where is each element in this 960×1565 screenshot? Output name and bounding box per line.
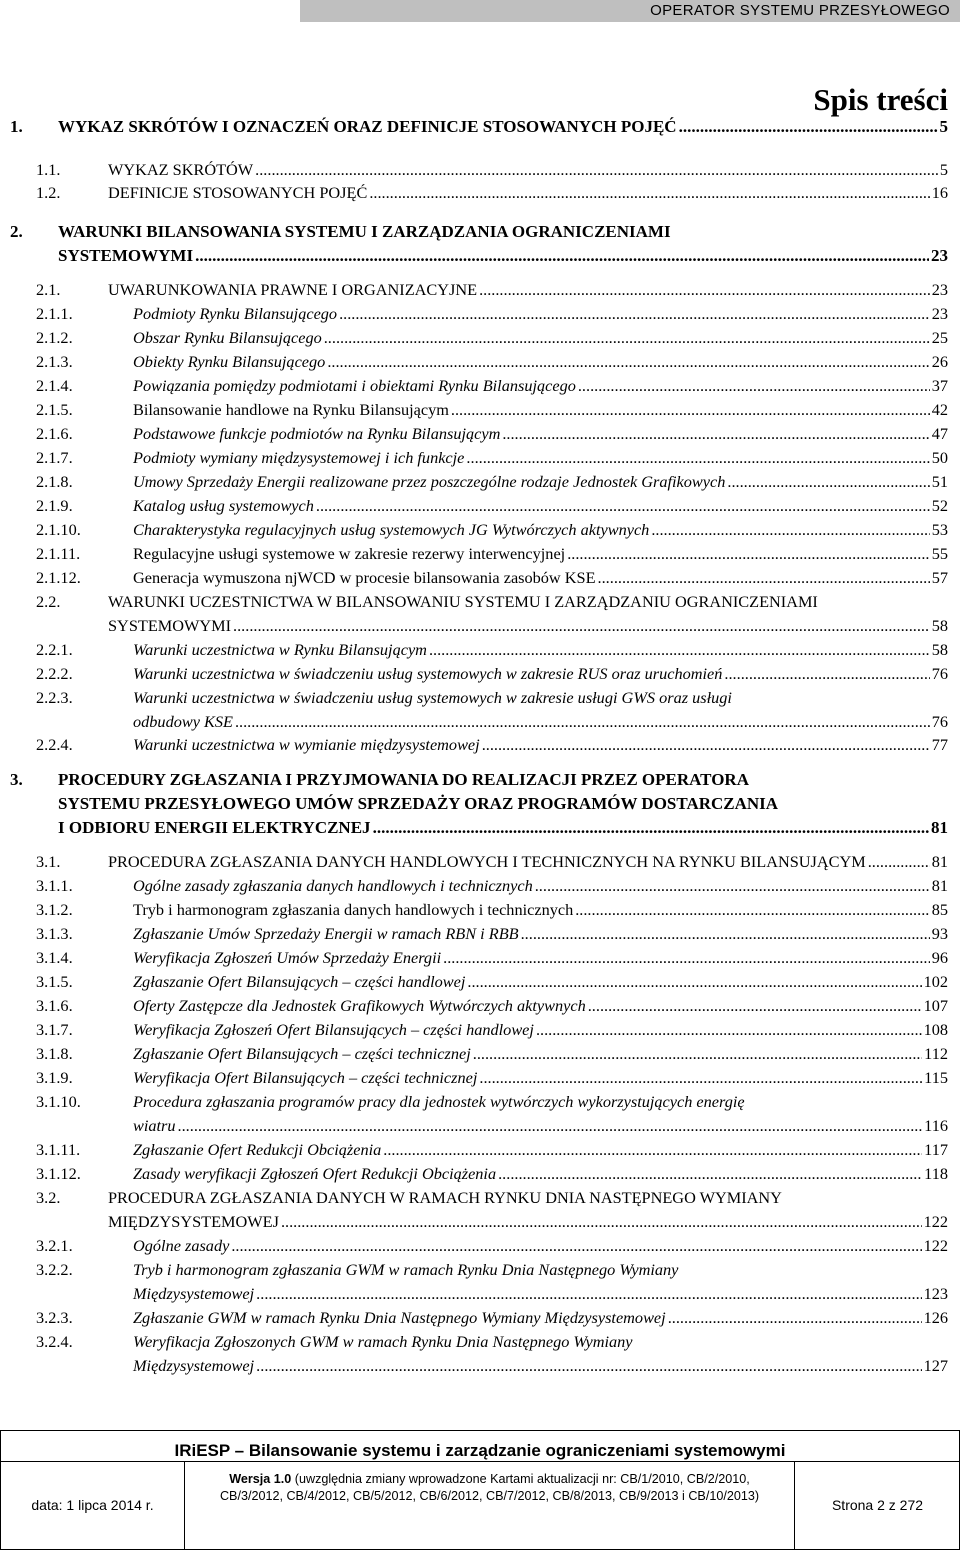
toc-entry-3-line-3[interactable]	[10, 818, 948, 840]
toc-page-number: 51	[931, 472, 948, 491]
toc-entry-number: 3.1.11.	[36, 1140, 81, 1159]
toc-entry-3-2-4-line-2[interactable]	[36, 1356, 948, 1378]
toc-page-number: 81	[931, 818, 948, 837]
toc-entry-number: 3.2.3.	[36, 1308, 73, 1327]
toc-entry-title: Tryb i harmonogram zgłaszania GWM w ramach Rynku Dnia Następnego Wymiany	[133, 1260, 679, 1279]
toc-entry-2-1-4[interactable]	[36, 376, 948, 398]
toc-entry-3-1-5[interactable]	[36, 972, 948, 994]
toc-page-number: 55	[931, 544, 948, 563]
toc-entry-title: MIĘDZYSYSTEMOWEJ	[108, 1212, 279, 1231]
toc-page-number: 53	[931, 520, 948, 539]
toc-entry-title: Zgłaszanie Ofert Bilansujących – części handlowej	[133, 972, 466, 991]
toc-entry-title: PROCEDURA ZGŁASZANIA DANYCH HANDLOWYCH I TECHNICZNYCH NA RYNKU BILANSUJĄCYM	[108, 852, 866, 871]
toc-page-number: 116	[924, 1116, 948, 1135]
toc-entry-2-2-2[interactable]	[36, 664, 948, 686]
toc-leader-dots	[868, 852, 930, 872]
toc-entry-number: 3.2.2.	[36, 1260, 73, 1279]
toc-entry-number: 2.1.10.	[36, 520, 81, 539]
toc-entry-number: 2.2.4.	[36, 735, 73, 754]
toc-entry-2-1-7[interactable]	[36, 448, 948, 470]
toc-leader-dots	[482, 735, 930, 755]
toc-entry-number: 1.2.	[36, 183, 61, 202]
toc-entry-title: Międzysystemowej	[133, 1284, 255, 1303]
toc-entry-number: 2.1.6.	[36, 424, 73, 443]
toc-leader-dots	[235, 712, 930, 732]
toc-page-number: 16	[931, 183, 948, 202]
toc-entry-title: Bilansowanie handlowe na Rynku Bilansującym	[133, 400, 449, 419]
toc-page-number: 123	[923, 1284, 948, 1303]
footer-title: IRiESP – Bilansowanie systemu i zarządzanie ograniczeniami systemowymi	[1, 1431, 959, 1462]
toc-page-number: 81	[931, 876, 948, 895]
toc-entry-2-1-6[interactable]	[36, 424, 948, 446]
toc-page-number: 108	[923, 1020, 948, 1039]
toc-entry-title: Warunki uczestnictwa w Rynku Bilansującym	[133, 640, 427, 659]
toc-entry-number: 2.1.8.	[36, 472, 73, 491]
toc-leader-dots	[668, 1308, 922, 1328]
toc-page-number: 5	[939, 117, 948, 136]
toc-entry-3-1-9[interactable]	[36, 1068, 948, 1090]
toc-entry-title: Warunki uczestnictwa w świadczeniu usług systemowych w zakresie usługi GWS oraz usługi	[133, 688, 732, 707]
toc-entry-2-1-5[interactable]	[36, 400, 948, 422]
toc-entry-title: Warunki uczestnictwa w wymianie międzysystemowej	[133, 735, 480, 754]
toc-leader-dots	[233, 616, 930, 636]
toc-entry-number: 3.1.9.	[36, 1068, 73, 1087]
toc-leader-dots	[373, 818, 929, 838]
toc-page-number: 57	[931, 568, 948, 587]
toc-entry-title: Zgłaszanie GWM w ramach Rynku Dnia Następnego Wymiany Międzysystemowej	[133, 1308, 666, 1327]
toc-leader-dots	[256, 1356, 921, 1376]
toc-entry-title: DEFINICJE STOSOWANYCH POJĘĆ	[108, 183, 368, 202]
toc-entry-3-1-2[interactable]	[36, 900, 948, 922]
toc-entry-title: Międzysystemowej	[133, 1356, 255, 1375]
toc-page-number: 107	[923, 996, 948, 1015]
toc-page-number: 118	[924, 1164, 948, 1183]
toc-entry-3-line-2[interactable]	[10, 794, 948, 816]
toc-entry-3-2-4-line-1[interactable]	[36, 1332, 948, 1354]
toc-entry-title: odbudowy KSE	[133, 712, 233, 731]
toc-entry-title: WYKAZ SKRÓTÓW	[108, 160, 254, 179]
toc-entry-2-line-2[interactable]	[10, 246, 948, 268]
toc-page-number: 76	[931, 712, 948, 731]
toc-leader-dots	[316, 496, 930, 516]
toc-entry-1-2[interactable]	[36, 183, 948, 205]
toc-entry-title: Weryfikacja Zgłoszeń Ofert Bilansujących – części handlowej	[133, 1020, 534, 1039]
header-text: OPERATOR SYSTEMU PRZESYŁOWEGO	[650, 2, 950, 19]
toc-leader-dots	[231, 1236, 921, 1256]
toc-leader-dots	[467, 972, 921, 992]
toc-entry-number: 3.1.1.	[36, 876, 73, 895]
toc-page-number: 5	[939, 160, 948, 179]
toc-leader-dots	[535, 876, 930, 896]
toc-entry-title: Weryfikacja Zgłoszonych GWM w ramach Rynku Dnia Następnego Wymiany	[133, 1332, 633, 1351]
toc-page-number: 115	[924, 1068, 948, 1087]
toc-leader-dots	[255, 160, 938, 180]
toc-entry-1[interactable]	[10, 117, 948, 139]
toc-entry-number: 3.1.4.	[36, 948, 73, 967]
toc-entry-number: 2.2.2.	[36, 664, 73, 683]
toc-page-number: 96	[931, 948, 948, 967]
toc-entry-3-2-line-2[interactable]	[36, 1212, 948, 1234]
page-header	[0, 0, 960, 23]
toc-leader-dots	[195, 246, 929, 266]
toc-entry-number: 3.1.2.	[36, 900, 73, 919]
toc-entry-2-1-3[interactable]	[36, 352, 948, 374]
toc-entry-3-2-3[interactable]	[36, 1308, 948, 1330]
toc-page-number: 26	[931, 352, 948, 371]
toc-entry-2-1-2[interactable]	[36, 328, 948, 350]
toc-entry-title: Weryfikacja Zgłoszeń Umów Sprzedaży Energii	[133, 948, 442, 967]
toc-page-number: 93	[931, 924, 948, 943]
toc-leader-dots	[429, 640, 930, 660]
version-label: Wersja 1.0	[229, 1472, 292, 1486]
toc-entry-2-1-11[interactable]	[36, 544, 948, 566]
toc-entry-number: 3.2.	[36, 1188, 61, 1207]
toc-entry-title: Tryb i harmonogram zgłaszania danych handlowych i technicznych	[133, 900, 574, 919]
toc-page-number: 37	[931, 376, 948, 395]
toc-entry-title: Oferty Zastępcze dla Jednostek Grafikowych Wytwórczych aktywnych	[133, 996, 586, 1015]
toc-leader-dots	[724, 664, 929, 684]
toc-entry-number: 3.2.1.	[36, 1236, 73, 1255]
toc-entry-3-1-10-line-1[interactable]	[36, 1092, 948, 1114]
toc-entry-3-1-12[interactable]	[36, 1164, 948, 1186]
toc-entry-title: SYSTEMOWYMI	[108, 616, 232, 635]
toc-entry-3-2-line-1[interactable]	[36, 1188, 948, 1210]
toc-entry-number: 3.1.	[36, 852, 61, 871]
toc-entry-number: 2.	[10, 222, 23, 241]
toc-entry-title: WARUNKI BILANSOWANIA SYSTEMU I ZARZĄDZANIA OGRANICZENIAMI	[58, 222, 671, 241]
toc-leader-dots	[479, 1068, 922, 1088]
toc-leader-dots	[502, 424, 929, 444]
toc-entry-title: Ogólne zasady zgłaszania danych handlowych i technicznych	[133, 876, 533, 895]
toc-entry-title: Katalog usług systemowych	[133, 496, 314, 515]
toc-entry-number: 3.1.5.	[36, 972, 73, 991]
toc-entry-number: 2.1.4.	[36, 376, 73, 395]
toc-entry-number: 3.1.7.	[36, 1020, 73, 1039]
toc-leader-dots	[281, 1212, 922, 1232]
toc-entry-2-1-10[interactable]	[36, 520, 948, 542]
toc-entry-number: 2.1.12.	[36, 568, 81, 587]
toc-leader-dots	[567, 544, 930, 564]
toc-entry-number: 3.1.10.	[36, 1092, 81, 1111]
toc-entry-3-1-1[interactable]	[36, 876, 948, 898]
toc-leader-dots	[536, 1020, 922, 1040]
toc-entry-2-1-9[interactable]	[36, 496, 948, 518]
toc-entry-title: Podmioty wymiany międzysystemowej i ich funkcje	[133, 448, 465, 467]
toc-entry-number: 2.1.9.	[36, 496, 73, 515]
toc-entry-2-2-4[interactable]	[36, 735, 948, 757]
toc-entry-2-1-1[interactable]	[36, 304, 948, 326]
toc-entry-title: Obszar Rynku Bilansującego	[133, 328, 322, 347]
toc-leader-dots	[479, 280, 930, 300]
toc-entry-number: 2.2.1.	[36, 640, 73, 659]
toc-leader-dots	[339, 304, 930, 324]
toc-leader-dots	[598, 568, 930, 588]
toc-page-number: 127	[923, 1356, 948, 1375]
toc-entry-title: UWARUNKOWANIA PRAWNE I ORGANIZACYJNE	[108, 280, 478, 299]
toc-entry-1-1[interactable]	[36, 160, 948, 182]
toc-entry-2-2-line-2[interactable]	[36, 616, 948, 638]
toc-entry-title: PROCEDURY ZGŁASZANIA I PRZYJMOWANIA DO REALIZACJI PRZEZ OPERATORA	[58, 770, 749, 789]
toc-leader-dots	[369, 183, 929, 203]
toc-page-number: 23	[931, 246, 948, 265]
toc-entry-3-1-7[interactable]	[36, 1020, 948, 1042]
toc-entry-number: 2.1.	[36, 280, 61, 299]
toc-leader-dots	[383, 1140, 922, 1160]
toc-entry-title: Generacja wymuszona njWCD w procesie bilansowania zasobów KSE	[133, 568, 596, 587]
toc-page-number: 112	[924, 1044, 948, 1063]
toc-entry-3-1-11[interactable]	[36, 1140, 948, 1162]
toc-entry-title: Zasady weryfikacji Zgłoszeń Ofert Redukcji Obciążenia	[133, 1164, 497, 1183]
toc-entry-number: 2.1.1.	[36, 304, 73, 323]
toc-entry-title: Procedura zgłaszania programów pracy dla jednostek wytwórczych wykorzystujących energię	[133, 1092, 745, 1111]
toc-entry-title: Obiekty Rynku Bilansującego	[133, 352, 326, 371]
toc-leader-dots	[679, 117, 938, 137]
toc-entry-title: Charakterystyka regulacyjnych usług systemowych JG Wytwórczych aktywnych	[133, 520, 650, 539]
toc-entry-number: 3.1.3.	[36, 924, 73, 943]
toc-page-number: 52	[931, 496, 948, 515]
toc-leader-dots	[178, 1116, 923, 1136]
toc-entry-number: 1.	[10, 117, 23, 136]
toc-entry-number: 3.1.6.	[36, 996, 73, 1015]
toc-entry-3-line-1[interactable]	[10, 770, 948, 792]
toc-entry-title: Warunki uczestnictwa w świadczeniu usług systemowych w zakresie RUS oraz uruchomień	[133, 664, 723, 683]
toc-entry-2-2-line-1[interactable]	[36, 592, 948, 614]
toc-leader-dots	[651, 520, 929, 540]
page-footer	[0, 1430, 960, 1550]
toc-entry-number: 2.1.2.	[36, 328, 73, 347]
toc-entry-3-2-2-line-2[interactable]	[36, 1284, 948, 1306]
toc-leader-dots	[256, 1284, 921, 1304]
toc-entry-3-1-3[interactable]	[36, 924, 948, 946]
toc-page-number: 50	[931, 448, 948, 467]
toc-leader-dots	[466, 448, 929, 468]
toc-entry-title: wiatru	[133, 1116, 176, 1135]
toc-page-number: 126	[923, 1308, 948, 1327]
toc-page-number: 81	[931, 852, 948, 871]
toc-leader-dots	[473, 1044, 922, 1064]
toc-leader-dots	[588, 996, 922, 1016]
toc-entry-2-1-8[interactable]	[36, 472, 948, 494]
toc-page-number: 23	[931, 280, 948, 299]
toc-page-number: 58	[931, 640, 948, 659]
toc-entry-title: Regulacyjne usługi systemowe w zakresie rezerwy interwencyjnej	[133, 544, 566, 563]
toc-entry-number: 2.2.	[36, 592, 61, 611]
version-note-1: (uwzględnia zmiany wprowadzone Kartami aktualizacji nr: CB/1/2010, CB/2/2010,	[294, 1472, 750, 1486]
toc-leader-dots	[578, 376, 930, 396]
toc-entry-2-1[interactable]	[36, 280, 948, 302]
toc-entry-title: Powiązania pomiędzy podmiotami i obiektami Rynku Bilansującego	[133, 376, 576, 395]
toc-leader-dots	[327, 352, 929, 372]
toc-page-number: 85	[931, 900, 948, 919]
toc-entry-number: 2.1.7.	[36, 448, 73, 467]
toc-entry-number: 3.2.4.	[36, 1332, 73, 1351]
toc-leader-dots	[498, 1164, 922, 1184]
toc-entry-title: Zgłaszanie Umów Sprzedaży Energii w ramach RBN i RBB	[133, 924, 519, 943]
toc-entry-title: Zgłaszanie Ofert Redukcji Obciążenia	[133, 1140, 382, 1159]
toc-entry-number: 3.1.12.	[36, 1164, 81, 1183]
toc-entry-3-2-2-line-1[interactable]	[36, 1260, 948, 1282]
toc-leader-dots	[324, 328, 930, 348]
toc-entry-title: I ODBIORU ENERGII ELEKTRYCZNEJ	[58, 818, 371, 837]
toc-entry-title: Weryfikacja Ofert Bilansujących – części technicznej	[133, 1068, 478, 1087]
footer-page: Strona 2 z 272	[831, 1497, 924, 1513]
toc-page-number: 76	[931, 664, 948, 683]
toc-entry-number: 2.1.11.	[36, 544, 81, 563]
toc-entry-2-2-1[interactable]	[36, 640, 948, 662]
toc-entry-title: Ogólne zasady	[133, 1236, 230, 1255]
toc-entry-3-1-8[interactable]	[36, 1044, 948, 1066]
toc-entry-3-2-1[interactable]	[36, 1236, 948, 1258]
toc-leader-dots	[521, 924, 930, 944]
toc-entry-3-1[interactable]	[36, 852, 948, 874]
toc-page-number: 122	[923, 1236, 948, 1255]
toc-entry-number: 2.1.5.	[36, 400, 73, 419]
footer-date: data: 1 lipca 2014 r.	[1, 1461, 185, 1549]
toc-page-number: 25	[931, 328, 948, 347]
toc-entry-title: WARUNKI UCZESTNICTWA W BILANSOWANIU SYSTEMU I ZARZĄDZANIU OGRANICZENIAMI	[108, 592, 818, 611]
toc-entry-title: Umowy Sprzedaży Energii realizowane przez poszczególne rodzaje Jednostek Grafikowych	[133, 472, 726, 491]
toc-entry-3-1-10-line-2[interactable]	[36, 1116, 948, 1138]
toc-leader-dots	[727, 472, 929, 492]
toc-title: Spis treści	[813, 82, 948, 117]
toc-leader-dots	[575, 900, 930, 920]
version-note-2: CB/3/2012, CB/4/2012, CB/5/2012, CB/6/2012, CB/7/2012, CB/8/2013, CB/9/2013 i CB/10/2013)	[219, 1489, 760, 1503]
toc-page-number: 42	[931, 400, 948, 419]
toc-leader-dots	[443, 948, 930, 968]
toc-page-number: 117	[924, 1140, 948, 1159]
toc-entry-2-2-3-line-2[interactable]	[36, 712, 948, 734]
toc-entry-title: PROCEDURA ZGŁASZANIA DANYCH W RAMACH RYNKU DNIA NASTĘPNEGO WYMIANY	[108, 1188, 782, 1207]
toc-page-number: 102	[923, 972, 948, 991]
toc-entry-3-1-4[interactable]	[36, 948, 948, 970]
toc-entry-2-line-1[interactable]	[10, 222, 948, 244]
toc-entry-number: 3.1.8.	[36, 1044, 73, 1063]
toc-entry-2-1-12[interactable]	[36, 568, 948, 590]
toc-entry-title: SYSTEMOWYMI	[58, 246, 194, 265]
toc-page-number: 47	[931, 424, 948, 443]
footer-version	[185, 1461, 795, 1549]
toc-page-number: 23	[931, 304, 948, 323]
toc-entry-title: WYKAZ SKRÓTÓW I OZNACZEŃ ORAZ DEFINICJE STOSOWANYCH POJĘĆ	[58, 117, 677, 136]
toc-entry-number: 1.1.	[36, 160, 61, 179]
toc-leader-dots	[451, 400, 930, 420]
toc-entry-number: 2.2.3.	[36, 688, 73, 707]
toc-entry-title: SYSTEMU PRZESYŁOWEGO UMÓW SPRZEDAŻY ORAZ PROGRAMÓW DOSTARCZANIA	[58, 794, 779, 813]
toc-page-number: 122	[923, 1212, 948, 1231]
toc-entry-3-1-6[interactable]	[36, 996, 948, 1018]
toc-entry-number: 3.	[10, 770, 23, 789]
toc-entry-title: Podstawowe funkcje podmiotów na Rynku Bilansującym	[133, 424, 501, 443]
toc-page-number: 77	[931, 735, 948, 754]
toc-entry-number: 2.1.3.	[36, 352, 73, 371]
toc-entry-title: Podmioty Rynku Bilansującego	[133, 304, 338, 323]
toc-entry-title: Zgłaszanie Ofert Bilansujących – części technicznej	[133, 1044, 471, 1063]
toc-page-number: 58	[931, 616, 948, 635]
toc-entry-2-2-3-line-1[interactable]	[36, 688, 948, 710]
